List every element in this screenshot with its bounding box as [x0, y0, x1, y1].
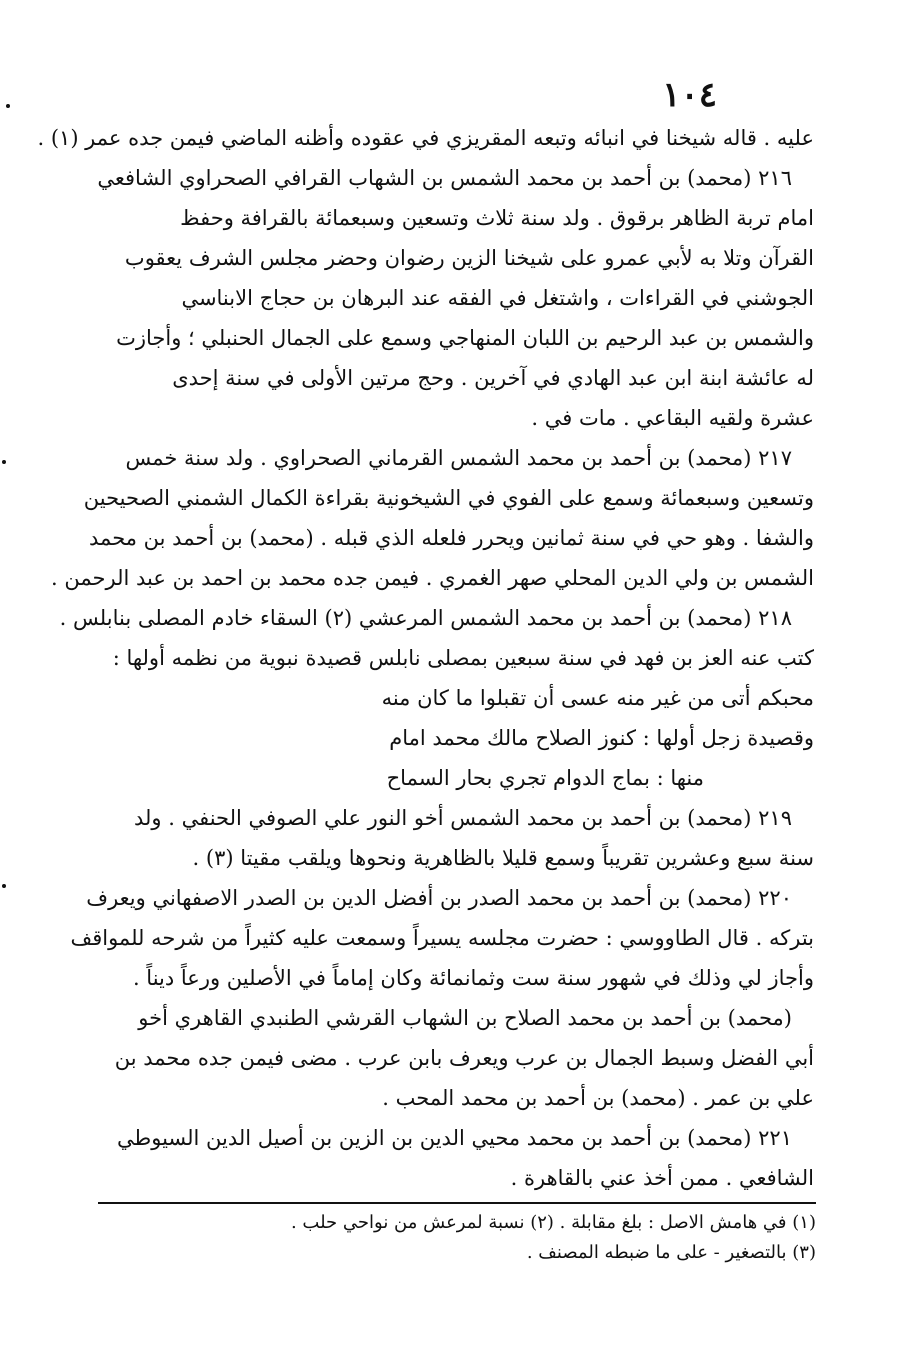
entry-218-line: ٢١٨ (محمد) بن أحمد بن محمد الشمس المرعشي (٢) السقاء خادم المصلى بنابلس .	[59, 606, 792, 630]
text-line: وتسعين وسبعمائة وسمع على الفوي في الشيخونية بقراءة الكمال الشمني الصحيحين	[83, 486, 814, 510]
text-line: وقصيدة زجل أولها : كنوز الصلاح مالك محمد امام	[389, 726, 814, 750]
text-line: كتب عنه العز بن فهد في سنة سبعين بمصلى نابلس قصيدة نبوية من نظمه أولها :	[112, 646, 814, 670]
text-line: عشرة ولقيه البقاعي . مات في .	[531, 406, 814, 430]
entry-219-line: ٢١٩ (محمد) بن أحمد بن محمد الشمس أخو النور علي الصوفي الحنفي . ولد	[134, 806, 792, 830]
entry-221-line: ٢٢١ (محمد) بن أحمد بن محمد محيي الدين بن الزين بن أصيل الدين السيوطي	[117, 1126, 792, 1150]
text-line: الجوشني في القراءات ، واشتغل في الفقه عند البرهان بن حجاج الابناسي	[181, 286, 814, 310]
entry-217-line: ٢١٧ (محمد) بن أحمد بن محمد الشمس القرماني الصحراوي . ولد سنة خمس	[125, 446, 792, 470]
text-line: والشفا . وهو حي في سنة ثمانين ويحرر فلعله الذي قبله . (محمد) بن أحمد بن محمد	[89, 526, 814, 550]
text-line: بتركه . قال الطاووسي : حضرت مجلسه يسيراً وسمعت عليه كثيراً من شرحه للمواقف	[70, 926, 814, 950]
text-line: أبي الفضل وسبط الجمال بن عرب ويعرف بابن عرب . مضى فيمن جده محمد بن	[114, 1046, 814, 1070]
footnotes	[96, 1208, 816, 1268]
text-line: القرآن وتلا به لأبي عمرو على شيخنا الزين رضوان وحضر مجلس الشرف يعقوب	[124, 246, 814, 270]
footnote-line: (١) في هامش الاصل : بلغ مقابلة . (٢) نسبة لمرعش من نواحي حلب .	[290, 1212, 816, 1233]
footnote-line: (٣) بالتصغير - على ما ضبطه المصنف .	[526, 1242, 816, 1263]
text-line: علي بن عمر . (محمد) بن أحمد بن محمد المحب .	[382, 1086, 814, 1110]
text-line: وأجاز لي وذلك في شهور سنة ست وثمانمائة وكان إماماً في الأصلين ورعاً ديناً .	[132, 966, 814, 990]
footnote-divider	[98, 1202, 816, 1204]
text-line: الشافعي . ممن أخذ عني بالقاهرة .	[510, 1166, 814, 1190]
scan-speck	[6, 104, 10, 108]
entry-216-line: ٢١٦ (محمد) بن أحمد بن محمد الشمس بن الشهاب القرافي الصحراوي الشافعي	[97, 166, 792, 190]
text-line: الشمس بن ولي الدين المحلي صهر الغمري . فيمن جده محمد بن احمد بن عبد الرحمن .	[51, 566, 814, 590]
main-text	[37, 118, 814, 1198]
text-line: (محمد) بن أحمد بن محمد الصلاح بن الشهاب القرشي الطنبدي القاهري أخو	[138, 1006, 792, 1030]
text-line: امام تربة الظاهر برقوق . ولد سنة ثلاث وتسعين وسبعمائة بالقرافة وحفظ	[180, 206, 814, 230]
scan-speck	[2, 460, 6, 464]
poem-verse: محبكم أتى من غير منه عسى أن تقبلوا ما كان منه	[381, 686, 814, 710]
text-line: له عائشة ابنة ابن عبد الهادي في آخرين . وحج مرتين الأولى في سنة إحدى	[172, 366, 814, 390]
poem-verse: منها : بماج الدوام تجري بحار السماح	[386, 766, 704, 790]
scan-speck	[2, 884, 6, 888]
text-line: عليه . قاله شيخنا في انبائه وتبعه المقريزي في عقوده وأظنه الماضي فيمن جده عمر (١) .	[37, 126, 814, 150]
entry-220-line: ٢٢٠ (محمد) بن أحمد بن محمد الصدر بن أفضل الدين بن الصدر الاصفهاني ويعرف	[86, 886, 792, 910]
page-number: ١٠٤	[662, 75, 717, 115]
text-line: والشمس بن عبد الرحيم بن اللبان المنهاجي وسمع على الجمال الحنبلي ؛ وأجازت	[116, 326, 814, 350]
text-line: سنة سبع وعشرين تقريباً وسمع قليلا بالظاهرية ونحوها ويلقب مقيتا (٣) .	[192, 846, 814, 870]
